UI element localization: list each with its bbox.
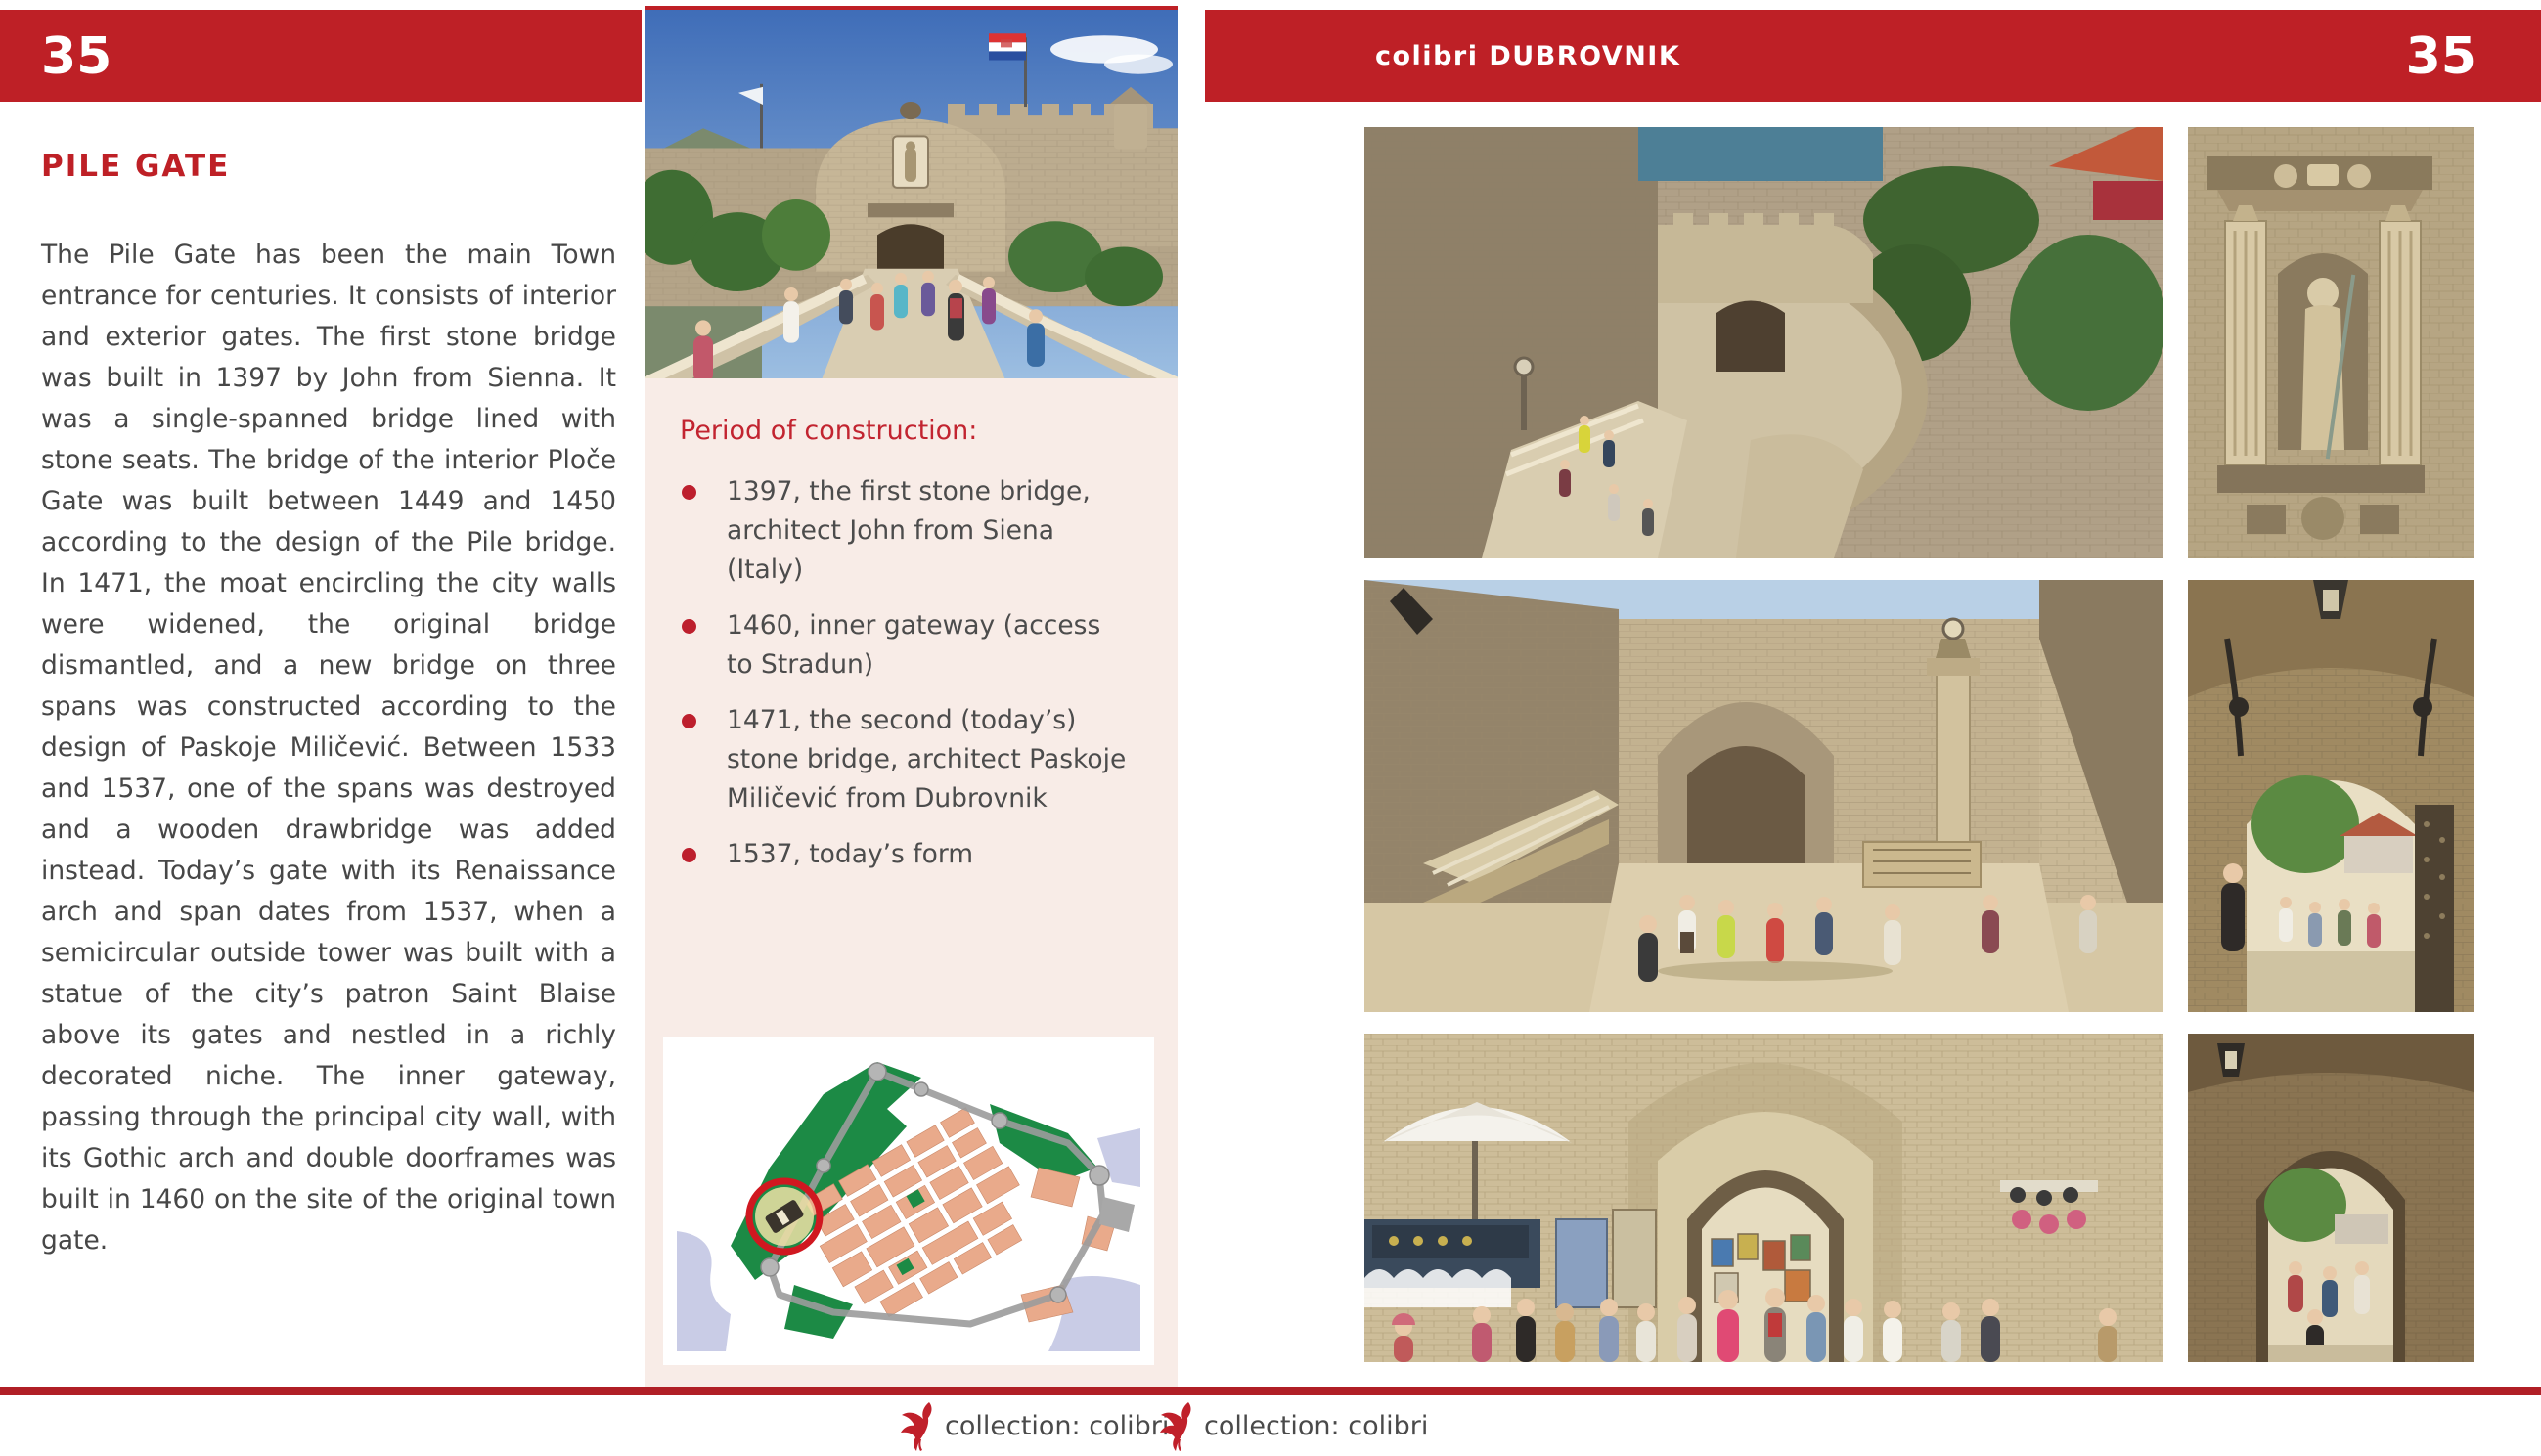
construction-panel	[645, 378, 1178, 1387]
list-item: 1460, inner gateway (access to Stradun)	[680, 606, 1130, 684]
croatian-flag-icon	[989, 33, 1026, 60]
article-column	[41, 149, 616, 1261]
page-number-right: 35	[2405, 27, 2476, 86]
footer-colophon-left	[900, 1400, 1169, 1451]
photo-illustration	[645, 10, 1178, 382]
gate-archway-view-photo	[2188, 580, 2474, 1012]
article-body: The Pile Gate has been the main Town entrance for centuries. It consists of interior and exterior gates. The first stone bridge was built in 1397 by John from Sienna. It was a single-spanned bridge lined with stone seats. The bridge of the interior Ploče Gate was built between 1449 and 1450 according to the design of the Pile bridge. In 1471, the moat encircling the city walls were widened, the original bridge dismantled, and a new bridge on three spans was constructed according to the design of Paskoje Miličević. Between 1533 and 1537, one of the spans was destroyed and a wooden drawbridge was added instead. Today’s gate with its Renaissance arch and span dates from 1537, when a semicircular outside tower was built with a statue of the city’s patron Saint Blaise above its gates and nestled in a richly decorated niche. The inner gateway, passing through the principal city wall, with its Gothic arch and double doorframes was built in 1460 on the site of the original town gate.	[41, 240, 616, 1256]
footer-colophon-right	[1159, 1400, 1428, 1451]
list-item: 1537, today’s form	[680, 835, 1130, 874]
inner-gate-square-photo	[1364, 580, 2163, 1012]
list-item: 1397, the first stone bridge, architect John from Siena (Italy)	[680, 472, 1130, 590]
footer-label: collection: colibri	[1204, 1410, 1429, 1441]
footer-label: collection: colibri	[945, 1410, 1170, 1441]
location-map-card	[663, 1037, 1154, 1365]
pile-gate-bridge-entrance-photo	[645, 6, 1178, 382]
outer-gate-market-crowd-photo	[1364, 1034, 2163, 1362]
list-item: 1471, the second (today’s) stone bridge, architect Paskoje Miličević from Dubrovnik	[680, 701, 1130, 818]
article-title: PILE GATE	[41, 149, 231, 184]
page-number-left: 35	[41, 27, 112, 86]
construction-heading: Period of construction:	[680, 416, 978, 446]
brand-title: colibri DUBROVNIK	[1375, 41, 1681, 71]
narrow-gate-arch-photo	[2188, 1034, 2474, 1362]
colibri-logo-icon	[900, 1400, 939, 1451]
colibri-logo-icon	[1159, 1400, 1198, 1451]
construction-list	[680, 472, 1130, 891]
footer-rule	[0, 1387, 2541, 1395]
aerial-fort-walls-photo	[1364, 127, 2163, 558]
saint-blaise-statue-niche-photo	[2188, 127, 2474, 558]
dubrovnik-map-illustration	[677, 1050, 1140, 1351]
